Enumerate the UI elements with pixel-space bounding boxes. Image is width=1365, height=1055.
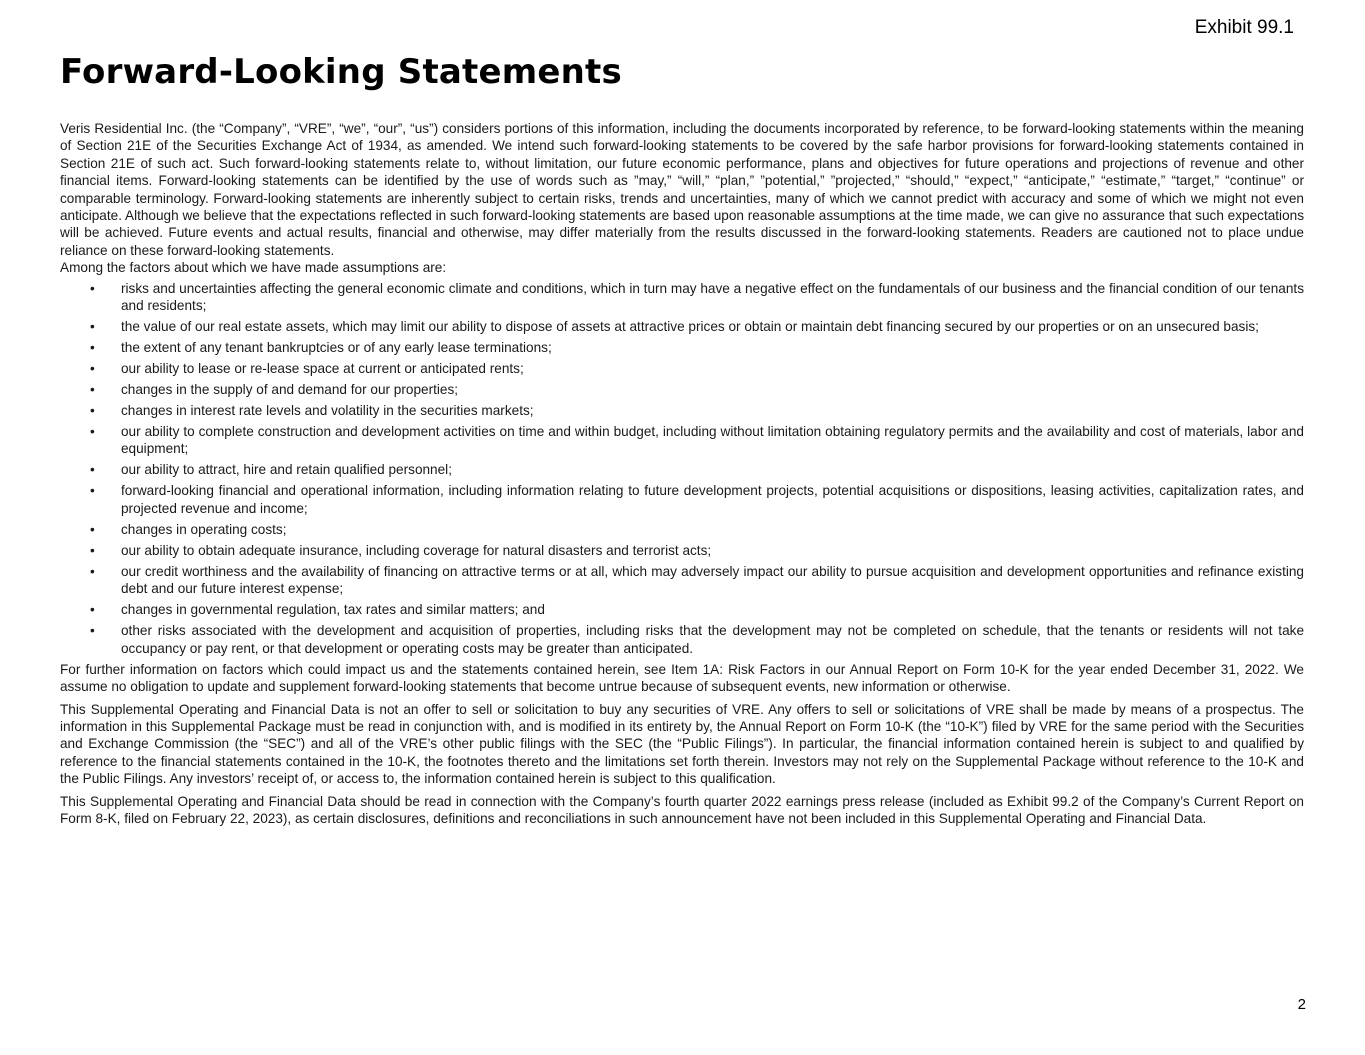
bullet-icon: • <box>90 340 95 356</box>
document-body <box>60 120 1304 827</box>
page-title: Forward-Looking Statements <box>60 52 622 92</box>
bullet-icon: • <box>90 424 95 440</box>
list-item <box>60 423 1304 458</box>
bullet-icon: • <box>90 280 95 296</box>
list-item-text: our ability to lease or re-lease space at current or anticipated rents; <box>121 361 524 377</box>
bullet-icon: • <box>90 563 95 579</box>
list-item-text: the value of our real estate assets, which may limit our ability to dispose of assets at attractive prices or obtain or maintain debt financing secured by our properties or on an unsecured basis; <box>121 319 1259 335</box>
bullet-icon: • <box>90 462 95 478</box>
bullet-icon: • <box>90 623 95 639</box>
list-item <box>60 280 1304 315</box>
list-item-text: our ability to attract, hire and retain qualified personnel; <box>121 462 452 478</box>
list-item-text: our credit worthiness and the availability of financing on attractive terms or at all, which may adversely impact our ability to pursue acquisition and development opportunities and refinance existing debt and our future interest expense; <box>121 563 1304 597</box>
list-item <box>60 563 1304 598</box>
list-item-text: forward-looking financial and operational information, including information relating to future development projects, potential acquisitions or dispositions, leasing activities, capitalization rates, and projected revenue and income; <box>121 483 1304 516</box>
supplemental-disclaimer-paragraph: This Supplemental Operating and Financial Data is not an offer to sell or solicitation to buy any securities of VRE. Any offers to sell or solicitations of VRE shall be made by means of a prospectus. The information in this Supplemental Package must be read in conjunction with, and is modified in its entirety by, the Annual Report on Form 10-K (the “10-K”) filed by VRE for the same period with the Securities and Exchange Commission (the “SEC”) and all of the VRE’s other public filings with the SEC (the “Public Filings”). In particular, the financial information contained herein is subject to and qualified by reference to the financial statements contained in the 10-K, the footnotes thereto and the limitations set forth therein. Investors may not rely on the Supplemental Package without reference to the 10-K and the Public Filings. Any investors’ receipt of, or access to, the information contained herein is subject to this qualification. <box>60 701 1304 787</box>
list-item <box>60 482 1304 517</box>
exhibit-label: Exhibit 99.1 <box>1194 17 1294 38</box>
list-item-text: changes in the supply of and demand for our properties; <box>121 382 459 398</box>
list-item-text: changes in interest rate levels and volatility in the securities markets; <box>121 403 534 419</box>
list-item <box>60 461 1304 478</box>
list-item-text: changes in operating costs; <box>121 521 287 537</box>
bullet-icon: • <box>90 319 95 335</box>
list-item-text: other risks associated with the development and acquisition of properties, including risks that the development may not be completed on schedule, that the tenants or residents will not take occupancy or pay rent, or that development or operating costs may be greater than anticipated. <box>121 623 1304 656</box>
list-item-text: risks and uncertainties affecting the general economic climate and conditions, which in turn may have a negative effect on the fundamentals of our business and the financial condition of our tenants and residents; <box>121 280 1304 314</box>
list-item <box>60 521 1304 538</box>
bullet-icon: • <box>90 521 95 537</box>
list-item-text: our ability to complete construction and development activities on time and within budget, including without limitation obtaining regulatory permits and the availability and cost of materials, labor and equipment; <box>121 424 1304 457</box>
factors-list <box>60 280 1304 657</box>
list-item <box>60 601 1304 618</box>
factors-intro: Among the factors about which we have made assumptions are: <box>60 260 447 276</box>
further-info-paragraph: For further information on factors which could impact us and the statements contained herein, see Item 1A: Risk Factors in our Annual Report on Form 10-K for the year ended December 31, 2022. We assume no obligation to update and supplement forward-looking statements that become untrue because of subsequent events, new information or otherwise. <box>60 661 1304 695</box>
list-item <box>60 360 1304 377</box>
list-item-text: our ability to obtain adequate insurance, including coverage for natural disasters and terrorist acts; <box>121 542 712 558</box>
earnings-release-paragraph: This Supplemental Operating and Financial Data should be read in connection with the Company’s fourth quarter 2022 earnings press release (included as Exhibit 99.2 of the Company’s Current Report on Form 8-K, filed on February 22, 2023), as certain disclosures, definitions and reconciliations in such announcement have not been included in this Supplemental Operating and Financial Data. <box>60 793 1304 826</box>
intro-paragraph: Veris Residential Inc. (the “Company”, “VRE”, “we”, “our”, “us”) considers portions of this information, including the documents incorporated by reference, to be forward-looking statements within the meaning of Section 21E of the Securities Exchange Act of 1934, as amended. We intend such forward-looking statements to be covered by the safe harbor provisions for forward-looking statements contained in Section 21E of such act. Such forward-looking statements relate to, without limitation, our future economic performance, plans and objectives for future operations and projections of revenue and other financial items. Forward-looking statements can be identified by the use of words such as ”may,” “will,” “plan,” ”potential,” ”projected,” “should,” “expect,” “anticipate,” “estimate,” “target,” “continue” or comparable terminology. Forward-looking statements are inherently subject to certain risks, trends and uncertainties, many of which we cannot predict with accuracy and some of which we might not even anticipate. Although we believe that the expectations reflected in such forward-looking statements are based upon reasonable assumptions at the time made, we can give no assurance that such expectations will be achieved. Future events and actual results, financial and otherwise, may differ materially from the results discussed in the forward-looking statements. Readers are cautioned not to place undue reliance on these forward-looking statements. <box>60 121 1304 258</box>
list-item <box>60 402 1304 419</box>
bullet-icon: • <box>90 483 95 499</box>
list-item <box>60 339 1304 356</box>
list-item-text: changes in governmental regulation, tax rates and similar matters; and <box>121 602 545 618</box>
page-number: 2 <box>1297 996 1306 1013</box>
bullet-icon: • <box>90 361 95 377</box>
list-item <box>60 318 1304 335</box>
bullet-icon: • <box>90 602 95 618</box>
bullet-icon: • <box>90 382 95 398</box>
bullet-icon: • <box>90 403 95 419</box>
list-item <box>60 542 1304 559</box>
bullet-icon: • <box>90 542 95 558</box>
list-item <box>60 381 1304 398</box>
list-item-text: the extent of any tenant bankruptcies or of any early lease terminations; <box>121 340 552 356</box>
list-item <box>60 622 1304 657</box>
